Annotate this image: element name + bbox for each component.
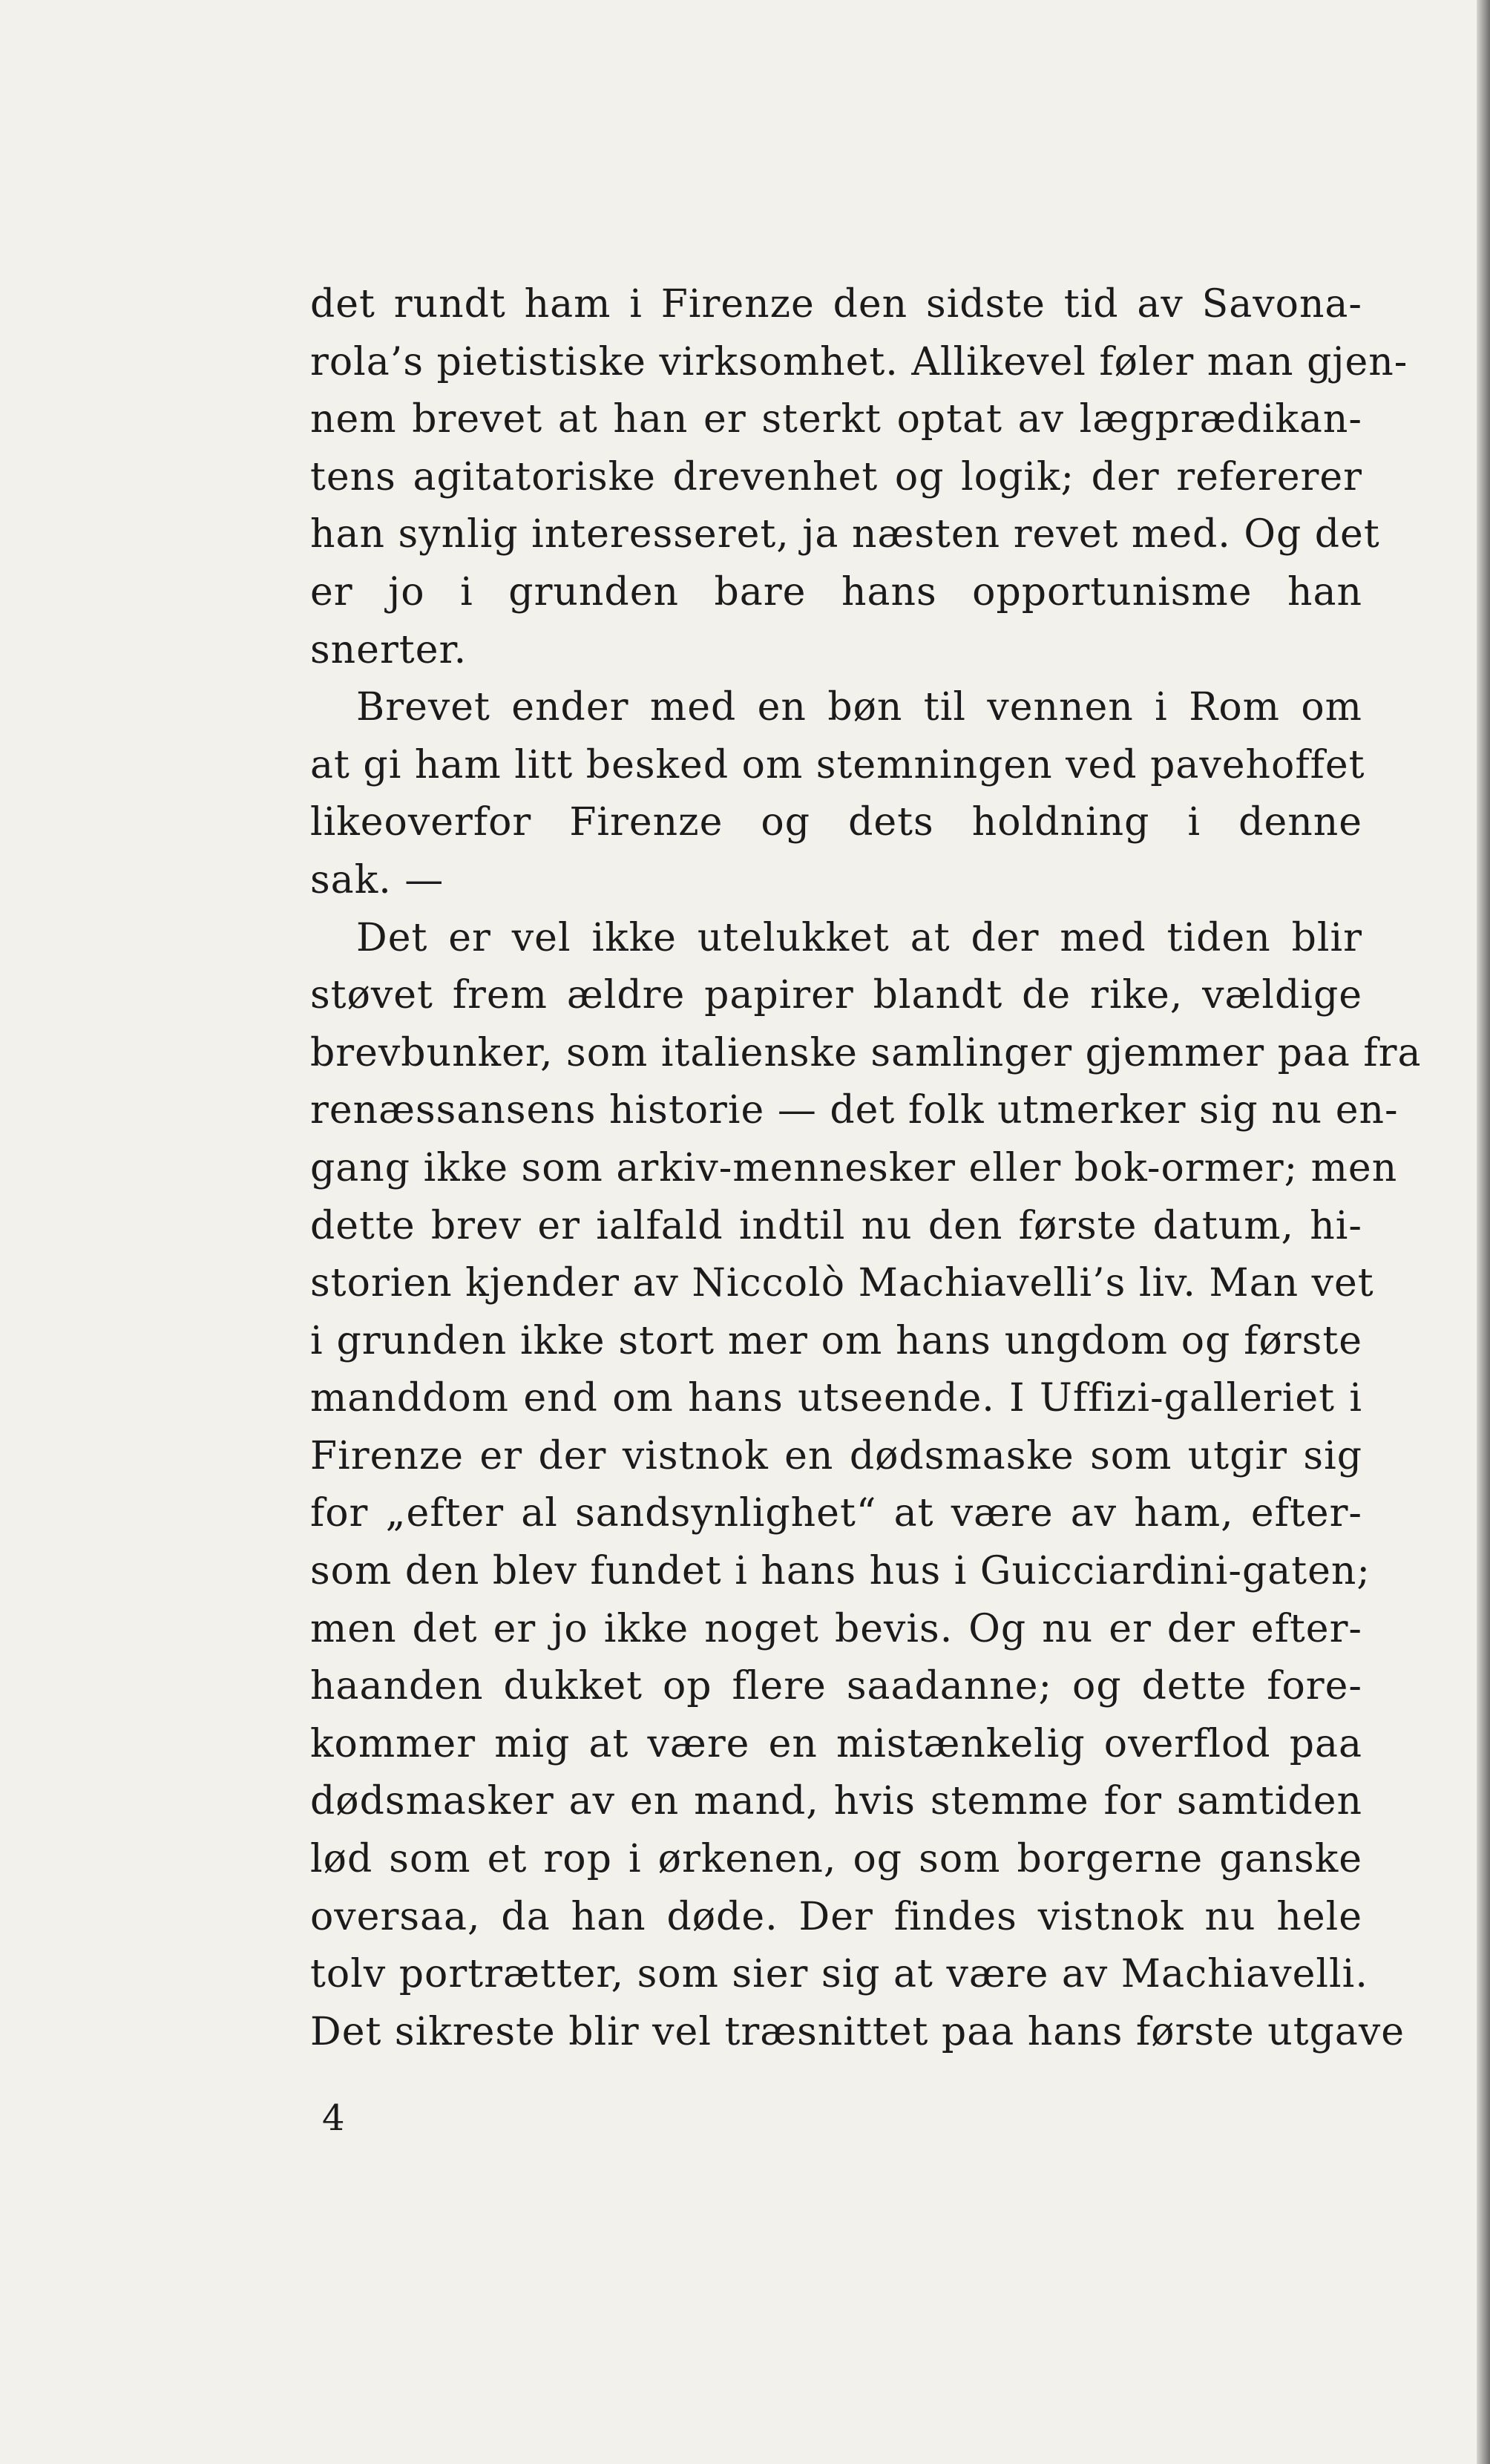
text-line: brevbunker, som italienske samlinger gjemmer paa fra [310, 1030, 1422, 1075]
text-line: er jo i grunden bare hans opportunisme han [310, 569, 1362, 615]
text-line: som den blev fundet i hans hus i Guicciardini-gaten; [310, 1549, 1371, 1594]
text-line: oversaa, da han døde. Der findes vistnok nu hele [310, 1894, 1362, 1939]
text-line: storien kjender av Niccolò Machiavelli’s liv. Man vet [310, 1261, 1374, 1306]
text-line: kommer mig at være en mistænkelig overflod paa [310, 1721, 1362, 1766]
text-line: lød som et rop i ørkenen, og som borgerne ganske [310, 1837, 1362, 1882]
text-line: tens agitatoriske drevenhet og logik; der refererer [310, 454, 1362, 499]
text-line: for „efter al sandsynlighet“ at være av ham, efter- [310, 1491, 1362, 1536]
text-line: tolv portrætter, som sier sig at være av Machiavelli. [310, 1952, 1368, 1997]
body-text [310, 276, 1422, 2061]
text-line: likeoverfor Firenze og dets holdning i denne [310, 800, 1362, 845]
text-line: støvet frem ældre papirer blandt de rike, vældige [310, 973, 1362, 1018]
page-edge [1477, 0, 1490, 2464]
text-line: dette brev er ialfald indtil nu den første datum, hi- [310, 1203, 1362, 1248]
text-line: Det er vel ikke utelukket at der med tiden blir [356, 915, 1362, 960]
text-line: gang ikke som arkiv-mennesker eller bok-ormer; men [310, 1145, 1398, 1190]
text-line: i grunden ikke stort mer om hans ungdom og første [310, 1318, 1362, 1363]
text-line: haanden dukket op flere saadanne; og dette fore- [310, 1664, 1362, 1709]
text-line: det rundt ham i Firenze den sidste tid av Savona- [310, 282, 1362, 327]
page-number: 4 [322, 2097, 345, 2139]
text-line: dødsmasker av en mand, hvis stemme for samtiden [310, 1779, 1362, 1824]
text-line: manddom end om hans utseende. I Uffizi-galleriet i [310, 1376, 1362, 1421]
text-line: Det sikreste blir vel træsnittet paa hans første utgave [310, 2009, 1405, 2054]
text-line: Brevet ender med en bøn til vennen i Rom om [356, 685, 1362, 730]
text-line: han synlig interesseret, ja næsten revet med. Og det [310, 512, 1380, 557]
text-line: Firenze er der vistnok en dødsmaske som utgir sig [310, 1433, 1362, 1478]
text-line: snerter. [310, 627, 467, 672]
text-line: rola’s pietistiske virksomhet. Allikevel føler man gjen- [310, 339, 1408, 384]
text-line: renæssansens historie — det folk utmerker sig nu en- [310, 1088, 1399, 1133]
text-line: sak. — [310, 857, 444, 902]
text-line: at gi ham litt besked om stemningen ved pavehoffet [310, 742, 1365, 787]
text-line: men det er jo ikke noget bevis. Og nu er der efter- [310, 1606, 1362, 1651]
text-line: nem brevet at han er sterkt optat av lægprædikan- [310, 397, 1362, 442]
